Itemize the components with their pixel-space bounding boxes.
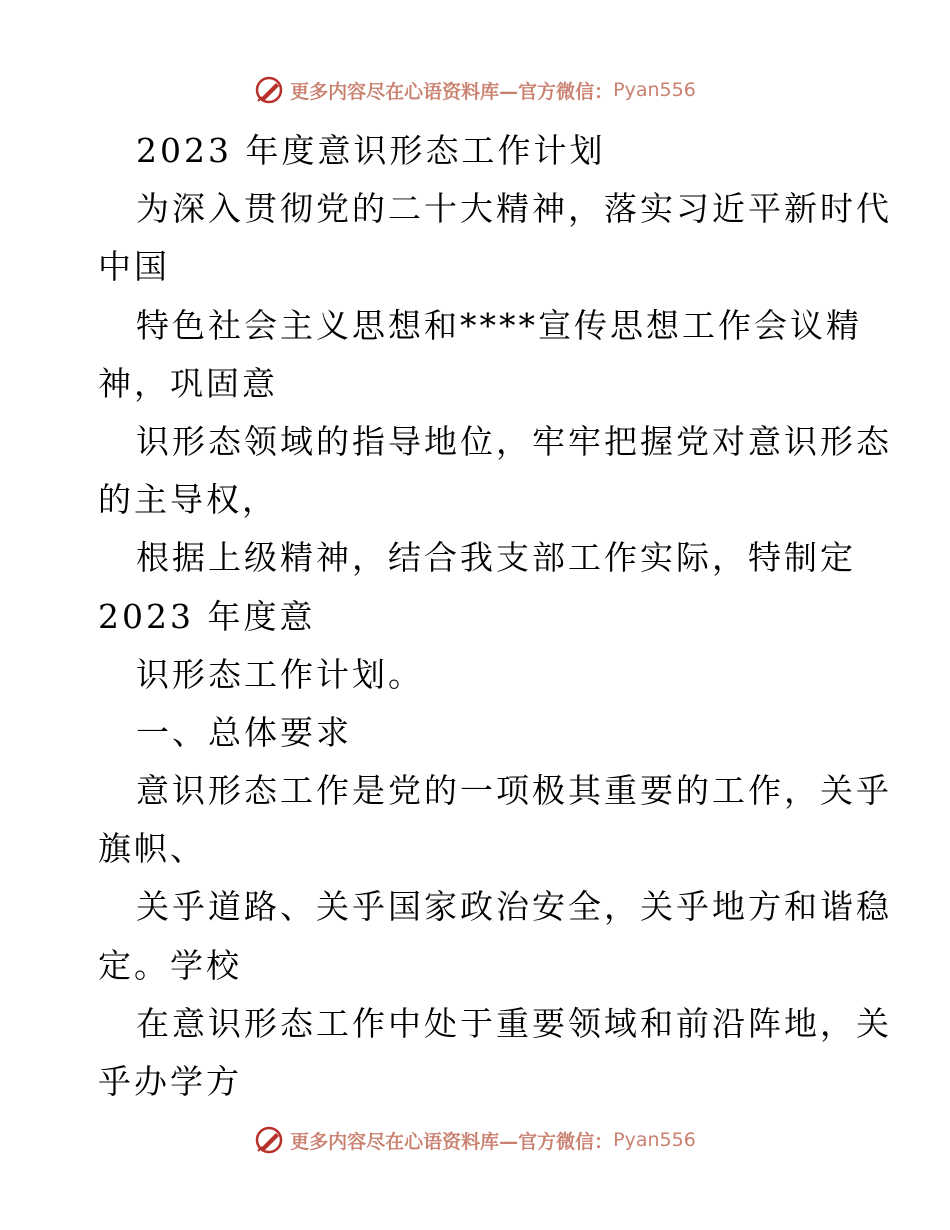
- text-line: 2023 年度意识形态工作计划: [136, 131, 606, 170]
- text-line: 特色社会主义思想和****宣传思想工作会议精: [136, 305, 862, 345]
- text-line: 定。学校: [98, 945, 242, 985]
- text-line: 神，巩固意: [98, 363, 278, 403]
- banner-text: 更多内容尽在心语资料库—官方微信：: [290, 1130, 614, 1153]
- text-line: 中国: [98, 247, 170, 287]
- document-body: [98, 122, 892, 1111]
- text-line: 旗帜、: [98, 829, 206, 869]
- text-line: 乎办学方: [98, 1062, 242, 1101]
- text-line: 一、总体要求: [136, 712, 352, 752]
- footer-banner: [0, 1120, 950, 1160]
- pen-circle-logo-icon: [254, 75, 284, 105]
- text-line: 关乎道路、关乎国家政治安全，关乎地方和谐稳: [136, 887, 892, 927]
- text-line: 意识形态工作是党的一项极其重要的工作，关乎: [136, 771, 892, 811]
- text-line: 识形态工作计划。: [136, 654, 424, 694]
- text-line: 在意识形态工作中处于重要领域和前沿阵地，关: [136, 1003, 892, 1043]
- header-banner: [0, 70, 950, 110]
- banner-wechat-id: Pyan556: [613, 79, 696, 101]
- text-line: 根据上级精神，结合我支部工作实际，特制定: [136, 538, 856, 578]
- text-line: 2023 年度意: [98, 596, 316, 636]
- text-line: 的主导权，: [98, 480, 278, 520]
- banner-text: 更多内容尽在心语资料库—官方微信：: [290, 80, 614, 103]
- banner-wechat-id: Pyan556: [613, 1129, 696, 1151]
- text-line: 识形态领域的指导地位，牢牢把握党对意识形态: [136, 421, 892, 461]
- pen-circle-logo-icon: [254, 1125, 284, 1155]
- text-line: 为深入贯彻党的二十大精神，落实习近平新时代: [136, 189, 892, 229]
